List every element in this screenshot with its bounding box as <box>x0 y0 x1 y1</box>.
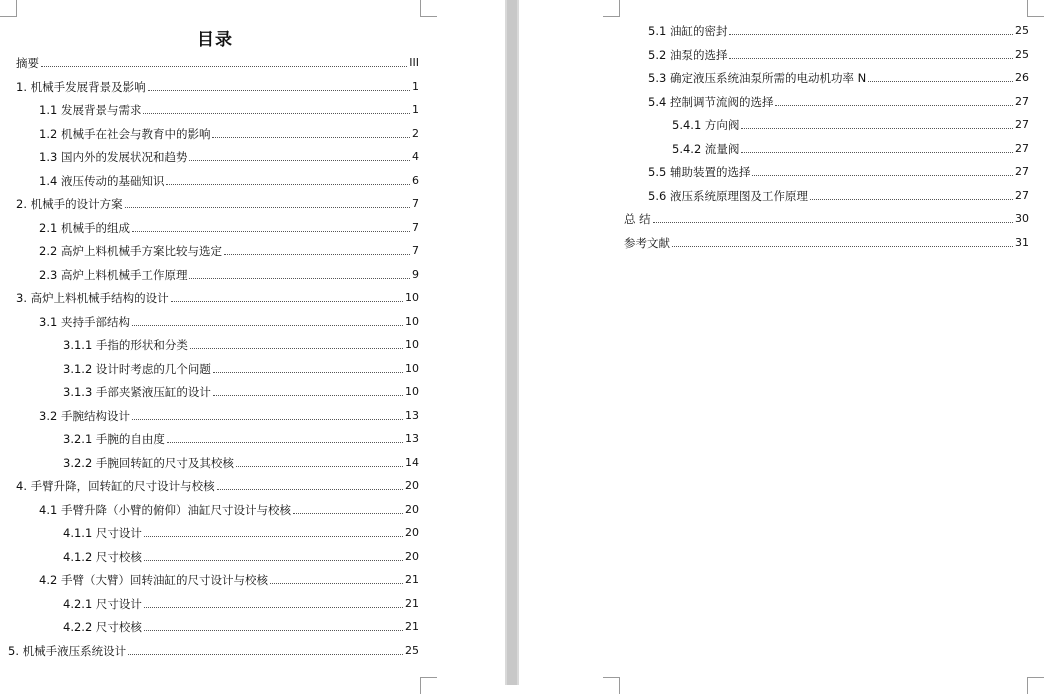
toc-entry-page: 14 <box>405 456 419 469</box>
toc-entry[interactable] <box>63 428 419 446</box>
toc-entry[interactable] <box>8 640 419 658</box>
toc-entry-page: 25 <box>1015 48 1029 61</box>
toc-entry[interactable] <box>16 475 419 493</box>
toc-entry-label: 1. 机械手发展背景及影响 <box>16 80 146 94</box>
toc-entry-page: 27 <box>1015 95 1029 108</box>
page-corner-marker <box>1027 677 1044 694</box>
toc-entry[interactable] <box>39 240 419 258</box>
toc-leader-dots <box>741 151 1013 153</box>
toc-entry-page: 1 <box>412 80 419 93</box>
toc-entry-page: 30 <box>1015 212 1029 225</box>
toc-entry-page: 9 <box>412 268 419 281</box>
toc-leader-dots <box>213 394 403 396</box>
toc-entry-page: 20 <box>405 526 419 539</box>
toc-entry-page: 20 <box>405 550 419 563</box>
toc-entry-page: 25 <box>405 644 419 657</box>
toc-entry[interactable] <box>63 334 419 352</box>
toc-entry-page: 13 <box>405 432 419 445</box>
toc-entry[interactable] <box>39 99 419 117</box>
document-page-left <box>0 0 505 685</box>
toc-entry-page: 27 <box>1015 118 1029 131</box>
toc-leader-dots <box>148 89 410 91</box>
page-corner-marker <box>1027 0 1044 17</box>
toc-entry[interactable] <box>648 161 1029 179</box>
toc-entry[interactable] <box>63 546 419 564</box>
toc-entry-page: 21 <box>405 597 419 610</box>
toc-entry-label: 5. 机械手液压系统设计 <box>8 644 127 658</box>
page-corner-marker <box>603 0 620 17</box>
toc-leader-dots <box>144 629 403 631</box>
toc-entry-page: 1 <box>412 103 419 116</box>
toc-entry-page: 27 <box>1015 142 1029 155</box>
toc-entry[interactable] <box>63 358 419 376</box>
toc-entry[interactable] <box>672 114 1029 132</box>
toc-entry-label: 1.1 发展背景与需求 <box>39 103 142 117</box>
toc-entry-label: 5.6 液压系统原理图及工作原理 <box>648 189 808 203</box>
toc-leader-dots <box>729 57 1013 59</box>
toc-entry-label: 5.3 确定液压系统油泵所需的电动机功率 N <box>648 71 867 85</box>
toc-leader-dots <box>125 206 410 208</box>
toc-entry[interactable] <box>63 616 419 634</box>
toc-entry-page: 21 <box>405 573 419 586</box>
toc-entry-label: 2.1 机械手的组成 <box>39 221 130 235</box>
toc-entry[interactable] <box>624 232 1029 250</box>
toc-leader-dots <box>236 465 403 467</box>
toc-leader-dots <box>144 559 403 561</box>
toc-entry-page: 4 <box>412 150 419 163</box>
toc-entry-page: 21 <box>405 620 419 633</box>
toc-entry-page: 27 <box>1015 189 1029 202</box>
toc-entry-label: 1.4 液压传动的基础知识 <box>39 174 165 188</box>
toc-entry-page: 2 <box>412 127 419 140</box>
toc-leader-dots <box>143 112 410 114</box>
toc-entry[interactable] <box>648 91 1029 109</box>
toc-leader-dots <box>144 535 403 537</box>
toc-entry-label: 4. 手臂升降，回转缸的尺寸设计与校核 <box>16 479 215 493</box>
toc-entry-label: 2.2 高炉上料机械手方案比较与选定 <box>39 244 222 258</box>
toc-entry-label: 3.1.1 手指的形状和分类 <box>63 338 188 352</box>
toc-entry-label: 4.2.1 尺寸设计 <box>63 597 142 611</box>
toc-leader-dots <box>752 174 1013 176</box>
toc-leader-dots <box>293 512 403 514</box>
toc-leader-dots <box>132 324 403 326</box>
toc-leader-dots <box>166 183 410 185</box>
toc-entry[interactable] <box>63 593 419 611</box>
toc-leader-dots <box>171 300 403 302</box>
toc-entry-page: 26 <box>1015 71 1029 84</box>
toc-leader-dots <box>189 277 410 279</box>
toc-entry[interactable] <box>672 138 1029 156</box>
toc-entry-label: 1.3 国内外的发展状况和趋势 <box>39 150 188 164</box>
toc-leader-dots <box>132 418 403 420</box>
toc-entry[interactable] <box>39 264 419 282</box>
toc-leader-dots <box>190 347 403 349</box>
toc-entry-page: 10 <box>405 385 419 398</box>
toc-entry-label: 总 结 <box>624 212 651 226</box>
toc-entry-label: 2.3 高炉上料机械手工作原理 <box>39 268 188 282</box>
toc-entry[interactable] <box>648 20 1029 38</box>
toc-entry-label: 3. 高炉上料机械手结构的设计 <box>16 291 169 305</box>
toc-entry-page: 10 <box>405 338 419 351</box>
toc-leader-dots <box>212 136 410 138</box>
toc-leader-dots <box>213 371 403 373</box>
toc-entry-page: 7 <box>412 221 419 234</box>
toc-entry-page: 10 <box>405 362 419 375</box>
toc-entry-label: 5.2 油泵的选择 <box>648 48 728 62</box>
toc-entry[interactable] <box>39 499 419 517</box>
toc-entry-label: 3.2.2 手腕回转缸的尺寸及其校核 <box>63 456 234 470</box>
toc-entry[interactable] <box>39 217 419 235</box>
document-page-right <box>519 0 1053 685</box>
page-corner-marker <box>420 677 437 694</box>
toc-entry-label: 4.1 手臂升降（小臂的俯仰）油缸尺寸设计与校核 <box>39 503 291 517</box>
toc-leader-dots <box>741 127 1013 129</box>
toc-entry-label: 4.2.2 尺寸校核 <box>63 620 142 634</box>
page-corner-marker <box>603 677 620 694</box>
toc-entry-page: 10 <box>405 291 419 304</box>
toc-entry-label: 2. 机械手的设计方案 <box>16 197 123 211</box>
toc-entry-label: 5.4.2 流量阀 <box>672 142 740 156</box>
toc-entry-label: 3.1.2 设计时考虑的几个问题 <box>63 362 211 376</box>
toc-entry-page: 27 <box>1015 165 1029 178</box>
toc-entry-page: 20 <box>405 479 419 492</box>
toc-leader-dots <box>132 230 410 232</box>
toc-entry[interactable] <box>39 170 419 188</box>
toc-leader-dots <box>653 221 1013 223</box>
toc-entry-page: 31 <box>1015 236 1029 249</box>
toc-entry[interactable] <box>39 123 419 141</box>
toc-entry[interactable] <box>648 44 1029 62</box>
toc-leader-dots <box>189 159 410 161</box>
toc-leader-dots <box>810 198 1013 200</box>
toc-entry-page: 13 <box>405 409 419 422</box>
toc-entry-page: 25 <box>1015 24 1029 37</box>
toc-entry[interactable] <box>63 522 419 540</box>
toc-entry-label: 5.4.1 方向阀 <box>672 118 740 132</box>
page-gutter-shadow <box>507 0 517 685</box>
toc-entry[interactable] <box>39 405 419 423</box>
toc-entry[interactable] <box>648 185 1029 203</box>
toc-leader-dots <box>144 606 403 608</box>
toc-entry-label: 5.4 控制调节流阀的选择 <box>648 95 774 109</box>
toc-entry[interactable] <box>63 452 419 470</box>
toc-entry-label: 3.1.3 手部夹紧液压缸的设计 <box>63 385 211 399</box>
toc-entry-label: 3.2.1 手腕的自由度 <box>63 432 165 446</box>
toc-leader-dots <box>868 80 1013 82</box>
toc-entry[interactable] <box>16 287 419 305</box>
toc-leader-dots <box>672 245 1013 247</box>
toc-entry-label: 4.1.1 尺寸设计 <box>63 526 142 540</box>
toc-entry-label: 3.2 手腕结构设计 <box>39 409 130 423</box>
toc-entry-label: 3.1 夹持手部结构 <box>39 315 130 329</box>
toc-entry-page: 20 <box>405 503 419 516</box>
toc-leader-dots <box>167 441 403 443</box>
toc-entry[interactable] <box>648 67 1029 85</box>
toc-entry-page: III <box>409 56 419 69</box>
toc-entry[interactable] <box>39 569 419 587</box>
toc-entry-page: 7 <box>412 197 419 210</box>
toc-entry[interactable] <box>39 146 419 164</box>
toc-title: 目录 <box>197 30 233 50</box>
toc-entry-label: 4.2 手臂（大臂）回转油缸的尺寸设计与校核 <box>39 573 268 587</box>
page-corner-marker <box>0 0 17 17</box>
toc-entry-label: 5.5 辅助装置的选择 <box>648 165 751 179</box>
toc-leader-dots <box>775 104 1013 106</box>
toc-entry[interactable] <box>63 381 419 399</box>
toc-entry-label: 1.2 机械手在社会与教育中的影响 <box>39 127 211 141</box>
toc-entry-page: 6 <box>412 174 419 187</box>
toc-entry-label: 4.1.2 尺寸校核 <box>63 550 142 564</box>
toc-entry-page: 10 <box>405 315 419 328</box>
toc-leader-dots <box>224 253 410 255</box>
page-corner-marker <box>420 0 437 17</box>
toc-entry-page: 7 <box>412 244 419 257</box>
toc-entry-label: 摘要 <box>16 56 39 70</box>
toc-leader-dots <box>217 488 403 490</box>
toc-entry[interactable] <box>39 311 419 329</box>
toc-leader-dots <box>41 65 407 67</box>
toc-leader-dots <box>270 582 403 584</box>
toc-entry[interactable] <box>624 208 1029 226</box>
toc-entry-label: 5.1 油缸的密封 <box>648 24 728 38</box>
toc-leader-dots <box>729 33 1013 35</box>
toc-leader-dots <box>128 653 403 655</box>
toc-entry[interactable] <box>16 76 419 94</box>
toc-entry[interactable] <box>16 193 419 211</box>
toc-entry[interactable] <box>16 52 419 70</box>
toc-entry-label: 参考文献 <box>624 236 670 250</box>
